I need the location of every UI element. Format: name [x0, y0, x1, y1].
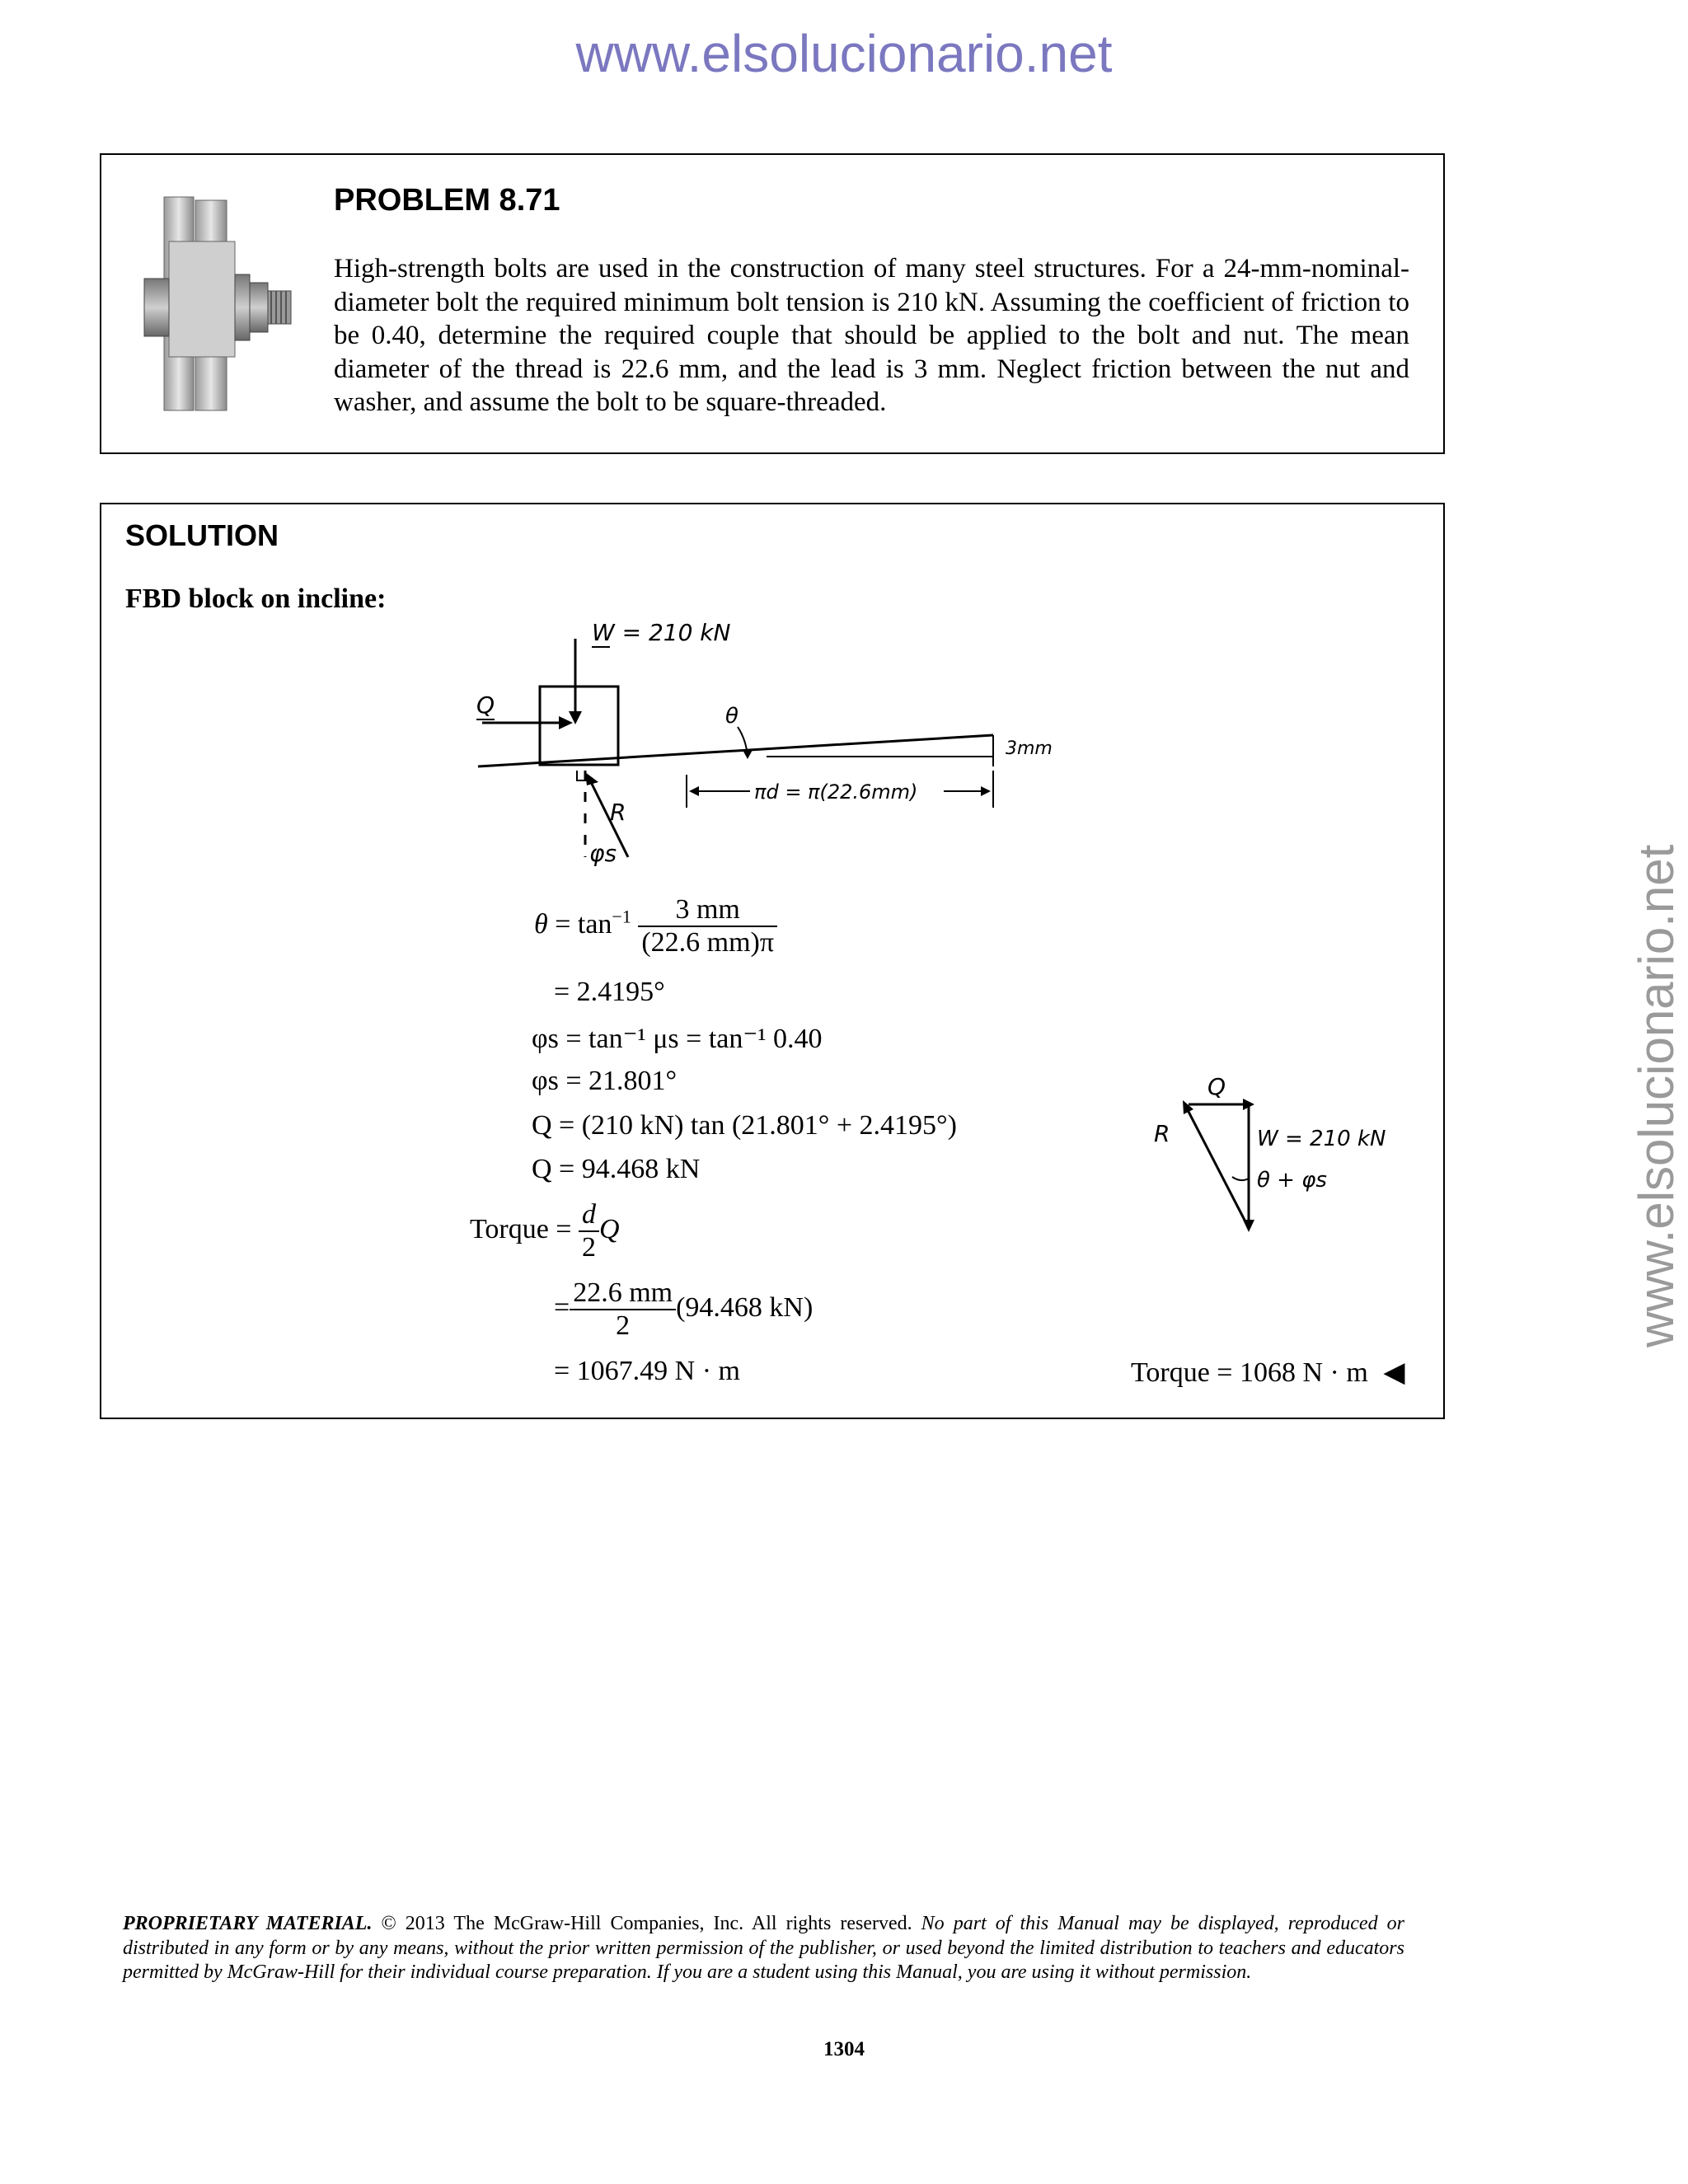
watermark-side[interactable]: www.elsolucionario.net — [1629, 844, 1684, 1347]
torque2-denominator: 2 — [616, 1310, 631, 1341]
fbd-w-label: W = 210 kN — [592, 622, 731, 646]
theta-denominator: (22.6 mm)π — [641, 927, 775, 958]
torque2-numerator: 22.6 mm — [570, 1277, 676, 1310]
footer-bold-label: PROPRIETARY MATERIAL. — [123, 1913, 373, 1934]
bolt-illustration — [136, 192, 301, 415]
triangle-r-label: R — [1154, 1120, 1170, 1147]
page-number: 1304 — [823, 2038, 865, 2060]
watermark-top[interactable]: www.elsolucionario.net — [575, 24, 1113, 83]
eq-phi-2: φs = 21.801° — [532, 1066, 678, 1096]
fbd-q-label: Q — [476, 691, 495, 719]
r-arrowhead — [585, 772, 598, 785]
eq-phi-1: φs = tan⁻¹ μs = tan⁻¹ 0.40 — [532, 1024, 823, 1054]
answer-marker-icon: ◀ — [1383, 1357, 1405, 1388]
eq-torque-1: Torque = $\frac{d}{2}$ Q — [470, 1199, 620, 1263]
eq-torque-2: = $\frac{22.6 mm}{2}$ (94.468 kN) — [554, 1277, 814, 1341]
eq-q-1: Q = (210 kN) tan (21.801° + 2.4195°) — [532, 1110, 957, 1141]
footer-notice: No part of this Manual may be displayed, reproduced or distributed in any form or by any means, without the prior written permission of the publisher, or used beyond the limited distribution to teachers and educators permitted by McGraw-Hill for their individual course preparation. If you are a student using this Manual, you are using it without permission. — [123, 1913, 1404, 1983]
eq-theta: $\theta = \tan^{-1}$ $\frac{3 mm}{(22.6 mm)\pi}$ — [534, 894, 777, 958]
problem-title: PROBLEM 8.71 — [334, 183, 560, 218]
fbd-diagram — [453, 622, 1080, 878]
fbd-lead-label: 3mm — [1006, 738, 1053, 759]
fbd-theta-label: θ — [725, 704, 738, 729]
footer-copyright: © 2013 The McGraw-Hill Companies, Inc. All rights reserved. — [372, 1913, 921, 1934]
q-arrowhead — [559, 716, 573, 729]
eq-q-2: Q = 94.468 kN — [532, 1154, 701, 1184]
fbd-pid-label: πd = π(22.6mm) — [754, 780, 918, 804]
problem-text: High-strength bolts are used in the construction of many steel structures. For a 24-mm-nominal-diameter bolt the required minimum bolt tension is 210 kN. Assuming the coefficient of friction to be 0.40, determine the required couple that should be applied to the bolt and nut. The mean diameter of the thread is 22.6 mm, and the lead is 3 mm. Neglect friction between the nut and washer, and assume the bolt to be square-threaded. — [334, 254, 1409, 417]
fbd-label: FBD block on incline: — [125, 583, 387, 614]
triangle-q-label: Q — [1207, 1073, 1226, 1100]
eq-torque-value: = 1067.49 N · m — [554, 1356, 740, 1386]
fbd-phi-label: φs — [589, 840, 617, 867]
triangle-angle-label: θ + φs — [1257, 1168, 1327, 1193]
theta-numerator: 3 mm — [638, 894, 777, 927]
torque-numerator: d — [579, 1199, 599, 1232]
answer-text: Torque = 1068 N · m — [1131, 1357, 1368, 1388]
block — [540, 687, 618, 765]
solution-title: SOLUTION — [125, 518, 279, 552]
incline-line — [478, 735, 993, 766]
torque-denominator: 2 — [581, 1232, 596, 1263]
fbd-r-label: R — [610, 799, 626, 826]
force-triangle — [1146, 1071, 1418, 1244]
eq-theta-value: = 2.4195° — [554, 977, 665, 1007]
triangle-w-label: W = 210 kN — [1257, 1127, 1386, 1151]
footer — [123, 1912, 1404, 1985]
answer — [1131, 1356, 1404, 1389]
